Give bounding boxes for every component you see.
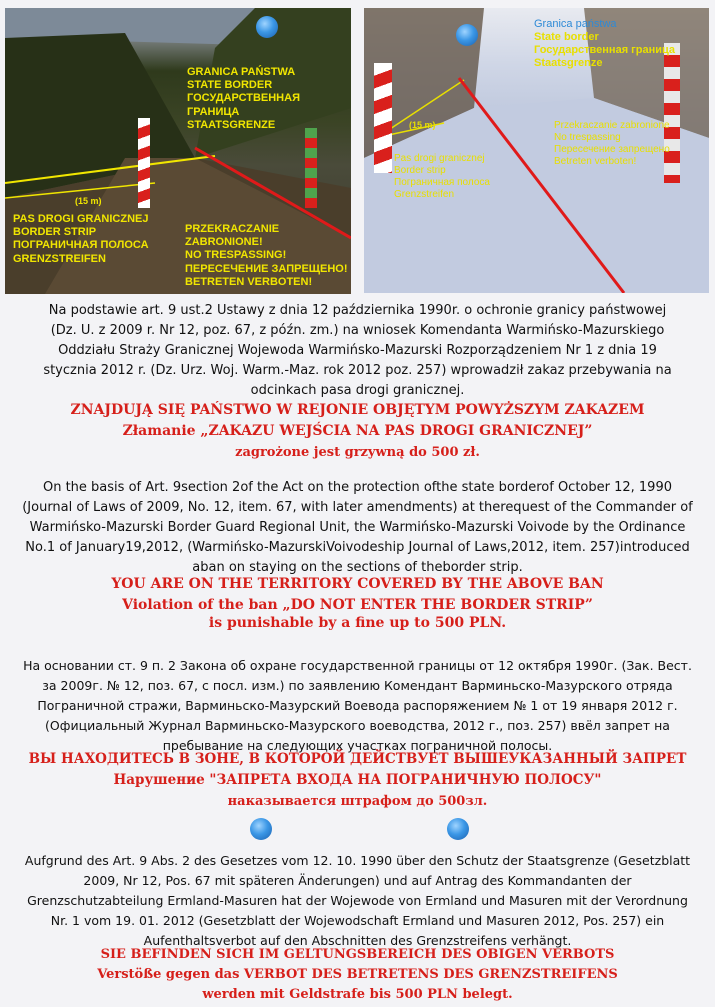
german-warning-fine: werden mit Geldstrafe bis 500 PLN belegt.: [202, 987, 513, 1002]
polish-border-post: [138, 118, 150, 208]
label-line: Border strip: [394, 165, 446, 176]
label-line: BORDER STRIP: [13, 226, 97, 239]
right-border-label: [534, 18, 675, 70]
german-notice-text: Aufgrund des Art. 9 Abs. 2 des Gesetzes vom 12. 10. 1990 über den Schutz der Staatsgrenze (Gesetzblatt 2009, Nr 12, Pos. 67 mit späteren Änderungen) und auf Antrag des Kommandanten der Grenzschutzabteilung Ermland-Masuren hat der Wojewode von Ermland und Masuren mit der Verordnung Nr. 1 vom 19. 01. 2012 (Gesetzblatt der Wojewodschaft Ermland und Masuren 2012, Pos. 257) ein Aufenthaltsverbot auf den Abschnitten des Grenzstreifens verhängt.: [24, 853, 691, 948]
label-line: Przekraczanie zabronione: [554, 120, 670, 131]
label-line: Pas drogi granicznej: [394, 153, 485, 164]
english-warning-heading: YOU ARE ON THE TERRITORY COVERED BY THE ABOVE BAN: [111, 576, 604, 592]
label-line: NO TRESPASSING!: [185, 249, 287, 262]
label-line: ПОГРАНИЧНАЯ ПОЛОСА: [13, 239, 149, 252]
neighbour-border-post: [305, 128, 317, 208]
polish-notice-text: Na podstawie art. 9 ust.2 Ustawy z dnia 12 października 1990r. o ochronie granicy państwowej (Dz. U. z 2009 r. Nr 12, poz. 67, z późn. zm.) na wniosek Komendanta Warmińsko-Mazurskiego Oddziału Straży Granicznej Wojewoda Warmińsko-Mazurski Rozporządzeniem Nr 1 z dnia 19 stycznia 2012 r. (Dz. Urz. Woj. Warm.-Maz. rok 2012 poz. 257) wprowadził zakaz przebywania na odcinkach pasa drogi granicznej.: [43, 303, 672, 398]
border-photo-winter: [364, 8, 709, 293]
label-line: GRENZSTREIFEN: [13, 252, 106, 265]
distance-label: (15 m): [75, 196, 102, 206]
border-photo-summer: [5, 8, 351, 294]
label-line: BETRETEN VERBOTEN!: [185, 275, 313, 288]
label-line: State border: [534, 31, 599, 43]
polish-warning-fine: zagrożone jest grzywną do 500 zł.: [235, 445, 480, 460]
polish-border-post: [374, 63, 392, 173]
pushpin: [250, 818, 272, 840]
strip-label: [394, 153, 490, 201]
label-line: STAATSGRENZE: [187, 118, 276, 131]
label-line: PRZEKRACZANIE ZABRONIONE!: [185, 223, 280, 249]
pushpin: [256, 16, 278, 38]
label-line: PAS DROGI GRANICZNEJ: [13, 213, 149, 225]
distance-label: (15 m): [409, 120, 436, 130]
pushpin: [447, 818, 469, 840]
russian-warning-violation: Нарушение "ЗАПРЕТА ВХОДА НА ПОГРАНИЧНУЮ ПОЛОСУ": [113, 772, 602, 788]
german-warning-violation: Verstöße gegen das VERBOT DES BETRETENS DES GRENZSTREIFENS: [97, 967, 618, 982]
no-trespassing-warning: [185, 223, 351, 289]
label-line: Grenzstreifen: [394, 189, 455, 200]
english-warning-fine: is punishable by a fine up to 500 PLN.: [208, 615, 507, 631]
label-line: GRANICA PAŃSTWA: [187, 66, 296, 78]
left-border-label: [187, 66, 351, 132]
strip-label: [13, 213, 149, 266]
label-line: Пересечение запрещено: [554, 144, 670, 155]
label-line: No trespassing: [554, 132, 621, 143]
russian-warning-fine: наказывается штрафом до 500зл.: [227, 794, 488, 809]
pushpin: [456, 24, 478, 46]
label-line: Granica państwa: [534, 18, 617, 30]
no-trespassing-warning: [554, 120, 670, 168]
russian-warning-heading: ВЫ НАХОДИТЕСЬ В ЗОНЕ, В КОТОРОЙ ДЕЙСТВУЕТ ВЫШЕУКАЗАННЫЙ ЗАПРЕТ: [28, 751, 687, 767]
label-line: Государственная граница: [534, 44, 676, 56]
label-line: ПЕРЕСЕЧЕНИЕ ЗАПРЕЩЕНО!: [185, 262, 348, 275]
polish-warning-heading: ZNAJDUJĄ SIĘ PAŃSTWO W REJONIE OBJĘTYM POWYŻSZYM ZAKAZEM: [70, 402, 645, 418]
russian-notice-text: На основании ст. 9 п. 2 Закона об охране государственной границы от 12 октября 1990г. (Зак. Вест. за 2009г. № 12, поз. 67, с посл. изм.) по заявлению Комендант Варминьско-Мазурского отряда Пограничной стражи, Варминьско-Мазурский Воевода распоряжением № 1 от 19 января 2012 г. (Официальный Журнал Варминьско-Мазурского воеводства, 2012 г., поз. 257) ввёл запрет на пребывание на следующих участках пограничной полосы.: [23, 658, 692, 753]
label-line: Betreten verboten!: [554, 156, 637, 167]
label-line: ГОСУДАРСТВЕННАЯ ГРАНИЦА: [187, 92, 300, 118]
english-warning-violation: Violation of the ban „DO NOT ENTER THE BORDER STRIP”: [122, 597, 593, 613]
german-warning-heading: SIE BEFINDEN SICH IM GELTUNGSBEREICH DES OBIGEN VERBOTS: [100, 947, 615, 962]
label-line: Пограничная полоса: [394, 177, 490, 188]
polish-warning-violation: Złamanie „ZAKAZU WEJŚCIA NA PAS DROGI GRANICZNEJ”: [122, 423, 593, 439]
label-line: Staatsgrenze: [534, 57, 603, 69]
label-line: STATE BORDER: [187, 79, 273, 92]
english-notice-text: On the basis of Art. 9section 2of the Act on the protection ofthe state borderof October 12, 1990 (Journal of Laws of 2009, No. 12, item. 67, with later amendments) at therequest of the Commander of Warmińsko-Mazurski Border Guard Regional Unit, the Warmińsko-Mazurski Voivode by the Ordinance No.1 of January19,2012, (Warmińsko-MazurskiVoivodeship Journal of Laws,2012, item. 257)introduced aban on staying on the sections of theborder strip.: [22, 480, 693, 575]
